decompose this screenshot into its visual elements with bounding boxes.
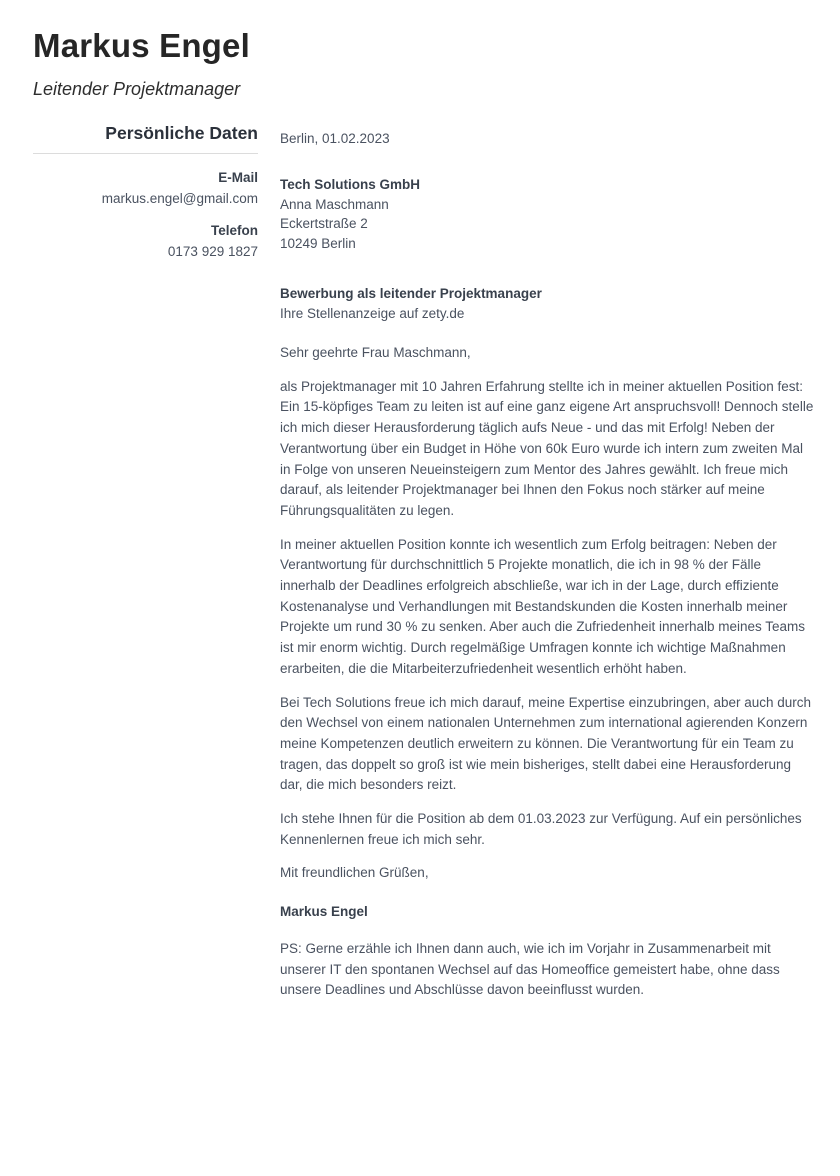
- paragraph: Ich stehe Ihnen für die Position ab dem 01.03.2023 zur Verfügung. Auf ein persönliches Kennenlernen freue ich mich sehr.: [280, 811, 802, 847]
- recipient-block: [280, 175, 815, 253]
- recipient-street: Eckertstraße 2: [280, 216, 368, 232]
- paragraph: In meiner aktuellen Position konnte ich wesentlich zum Erfolg beitragen: Neben der Verantwortung für durchschnittlich 5 Projekte monatlich, die ich in 98 % der Fälle innerhalb der Deadlines erfolgreich abschließe, war ich in der Lage, durch effiziente Kostenanalyse und Verhandlungen mit Bestandskunden die Kosten innerhalb meiner Projekte um rund 30 % zu senken. Aber auch die Zufriedenheit innerhalb meines Teams ist mir enorm wichtig. Durch regelmäßige Umfragen konnte ich wichtige Maßnahmen erarbeiten, die die Mitarbeiterzufriedenheit wesentlich erhöht haben.: [280, 536, 806, 676]
- email-label: E-Mail: [218, 169, 258, 185]
- paragraph: als Projektmanager mit 10 Jahren Erfahrung stellte ich in meiner aktuellen Position fest: Ein 15-köpfiges Team zu leiten ist auf eine ganz eigene Art anspruchsvoll! Dennoch stelle ich mich dieser Herausforderung täglich aufs Neue - und das mit Erfolg! Neben der Verantwortung über ein Budget in Höhe von 60k Euro wurde ich intern zum zweiten Mal in Folge von unseren Neueinsteigern zum Mentor des Jahres gewählt. Ich freue mich darauf, als leitender Projektmanager bei Ihnen den Fokus noch stärker auf meine Führungsqualitäten zu legen.: [280, 378, 814, 518]
- subject-line: Bewerbung als leitender Projektmanager: [280, 285, 542, 301]
- reference-line: Ihre Stellenanzeige auf zety.de: [280, 306, 465, 322]
- paragraph: Bei Tech Solutions freue ich mich darauf, meine Expertise einzubringen, aber auch durch den Wechsel von einem nationalen Unternehmen zum international agierenden Konzern meine Kompetenzen deutlich erweitern zu können. Die Verantwortung für ein Team zu tragen, das doppelt so groß ist wie mein bisheriges, stellt dabei eine Herausforderung dar, die mich besonders reizt.: [280, 694, 812, 793]
- postscript: PS: Gerne erzähle ich Ihnen dann auch, wie ich im Vorjahr in Zusammenarbeit mit unserer IT den spontanen Wechsel auf das Homeoffice gemeistert habe, ohne dass unsere Deadlines und Abschlüsse davon beeinflusst wurden.: [280, 940, 780, 998]
- sidebar-field-phone: [33, 220, 258, 262]
- phone-value: 0173 929 1827: [167, 243, 258, 259]
- subject-block: [280, 284, 815, 325]
- recipient-company: Tech Solutions GmbH: [280, 177, 421, 193]
- letter-body: [280, 123, 815, 1001]
- date-line: Berlin, 01.02.2023: [280, 130, 390, 146]
- sidebar-field-email: [33, 167, 258, 209]
- personal-data-sidebar: [33, 123, 258, 273]
- applicant-job-title: Leitender Projektmanager: [33, 78, 241, 99]
- recipient-city: 10249 Berlin: [280, 236, 356, 252]
- signature-name: Markus Engel: [280, 904, 368, 920]
- recipient-contact: Anna Maschmann: [280, 196, 389, 212]
- closing-line: Mit freundlichen Grüßen,: [280, 865, 429, 881]
- document-header: [33, 27, 815, 101]
- sidebar-divider: [33, 153, 258, 154]
- phone-label: Telefon: [211, 222, 258, 238]
- salutation: Sehr geehrte Frau Maschmann,: [280, 345, 471, 361]
- email-value: markus.engel@gmail.com: [101, 190, 258, 206]
- applicant-name: Markus Engel: [33, 27, 250, 64]
- sidebar-heading: Persönliche Daten: [105, 122, 258, 143]
- content-columns: [33, 123, 815, 1001]
